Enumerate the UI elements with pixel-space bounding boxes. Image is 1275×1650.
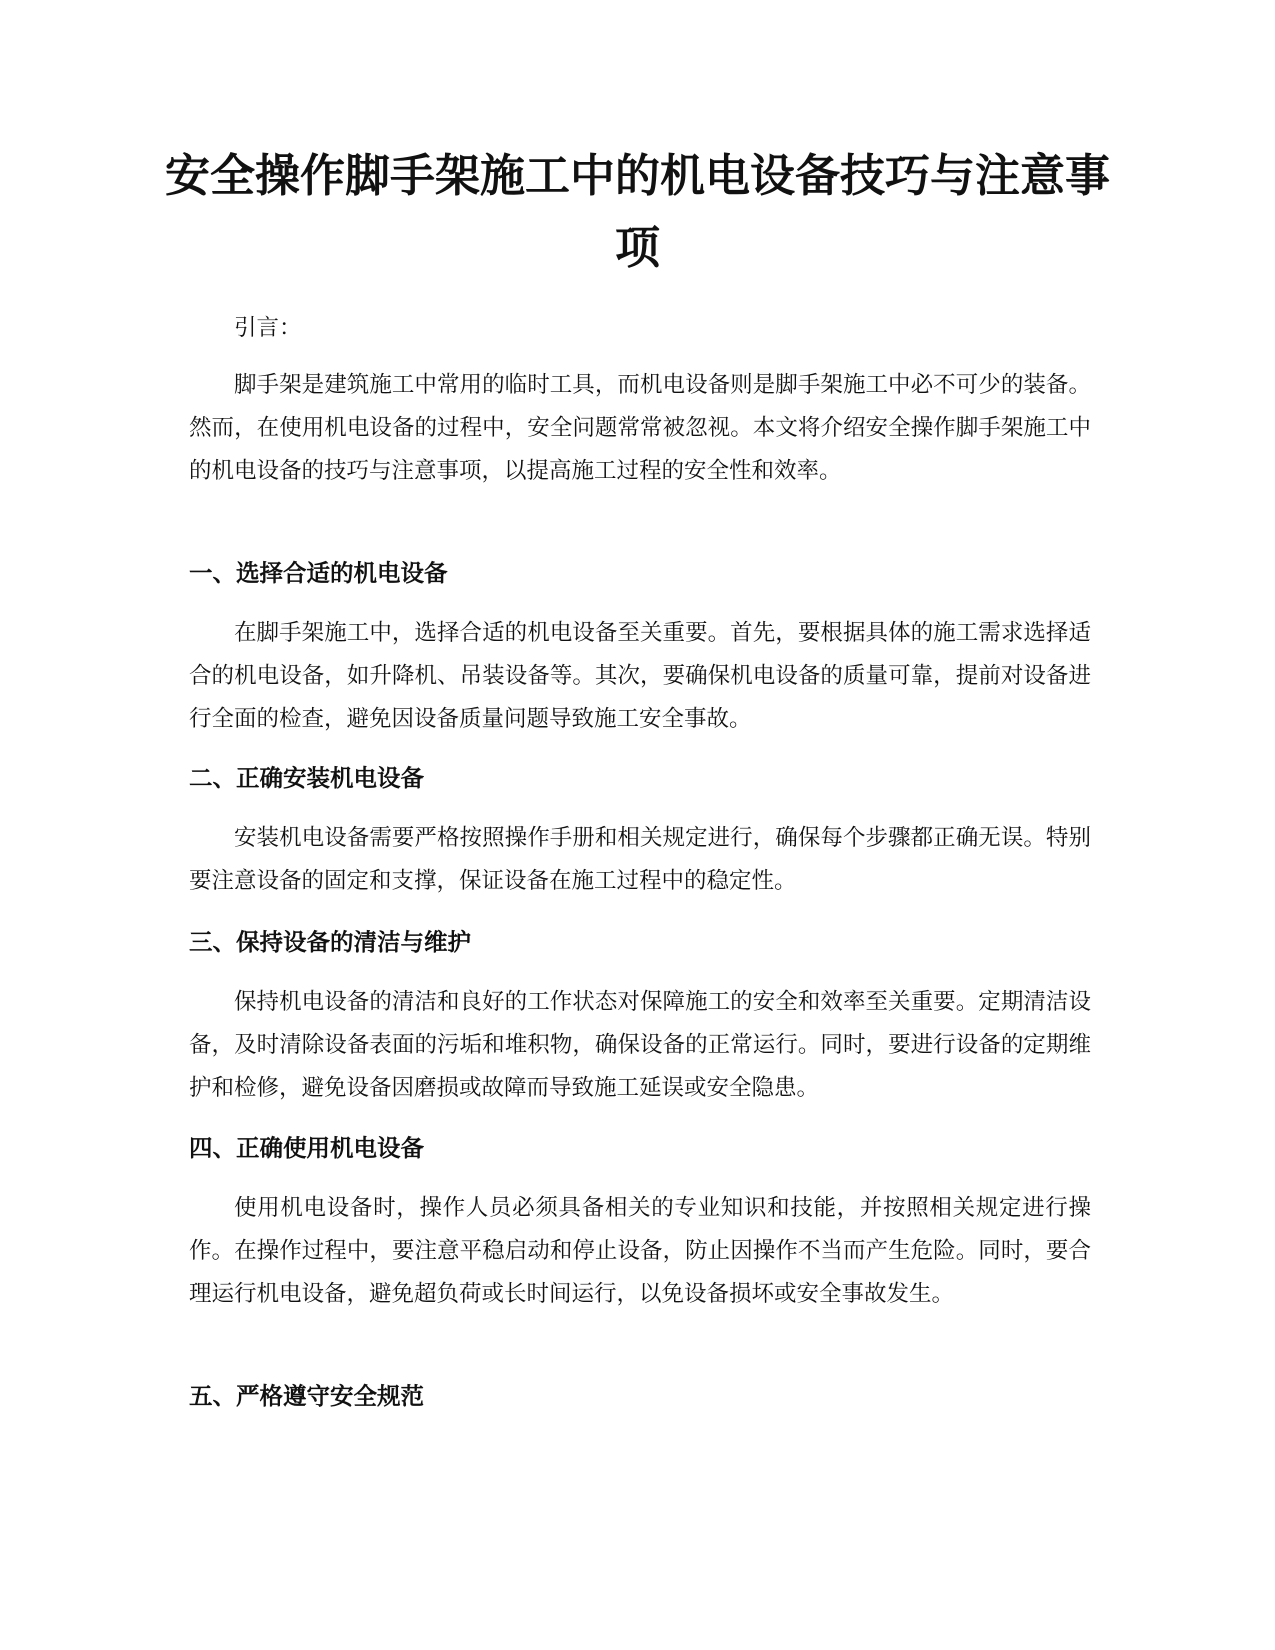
section-paragraph-3: 保持机电设备的清洁和良好的工作状态对保障施工的安全和效率至关重要。定期清洁设备，及时清除设备表面的污垢和堆积物，确保设备的正常运行。同时，要进行设备的定期维护和检修，避免设备因磨损或故障而导致施工延误或安全隐患。 xyxy=(189,989,1091,1101)
section-heading-1: 一、选择合适的机电设备 xyxy=(189,559,448,587)
section-paragraph-1: 在脚手架施工中，选择合适的机电设备至关重要。首先，要根据具体的施工需求选择适合的机电设备，如升降机、吊装设备等。其次，要确保机电设备的质量可靠，提前对设备进行全面的检查，避免因设备质量问题导致施工安全事故。 xyxy=(189,620,1091,732)
section-paragraph-2: 安装机电设备需要严格按照操作手册和相关规定进行，确保每个步骤都正确无误。特别要注意设备的固定和支撑，保证设备在施工过程中的稳定性。 xyxy=(189,825,1091,894)
section-heading-5: 五、严格遵守安全规范 xyxy=(189,1382,424,1410)
intro-paragraph: 脚手架是建筑施工中常用的临时工具，而机电设备则是脚手架施工中必不可少的装备。然而，在使用机电设备的过程中，安全问题常常被忽视。本文将介绍安全操作脚手架施工中的机电设备的技巧与注意事项，以提高施工过程的安全性和效率。 xyxy=(189,372,1091,484)
section-heading-4: 四、正确使用机电设备 xyxy=(189,1134,424,1162)
section-heading-3: 三、保持设备的清洁与维护 xyxy=(189,928,471,956)
document-title: 安全操作脚手架施工中的机电设备技巧与注意事项 xyxy=(164,149,1110,274)
section-heading-2: 二、正确安装机电设备 xyxy=(189,764,424,792)
section-paragraph-4: 使用机电设备时，操作人员必须具备相关的专业知识和技能，并按照相关规定进行操作。在操作过程中，要注意平稳启动和停止设备，防止因操作不当而产生危险。同时，要合理运行机电设备，避免超负荷或长时间运行，以免设备损坏或安全事故发生。 xyxy=(189,1195,1091,1307)
intro-label: 引言： xyxy=(234,315,302,341)
